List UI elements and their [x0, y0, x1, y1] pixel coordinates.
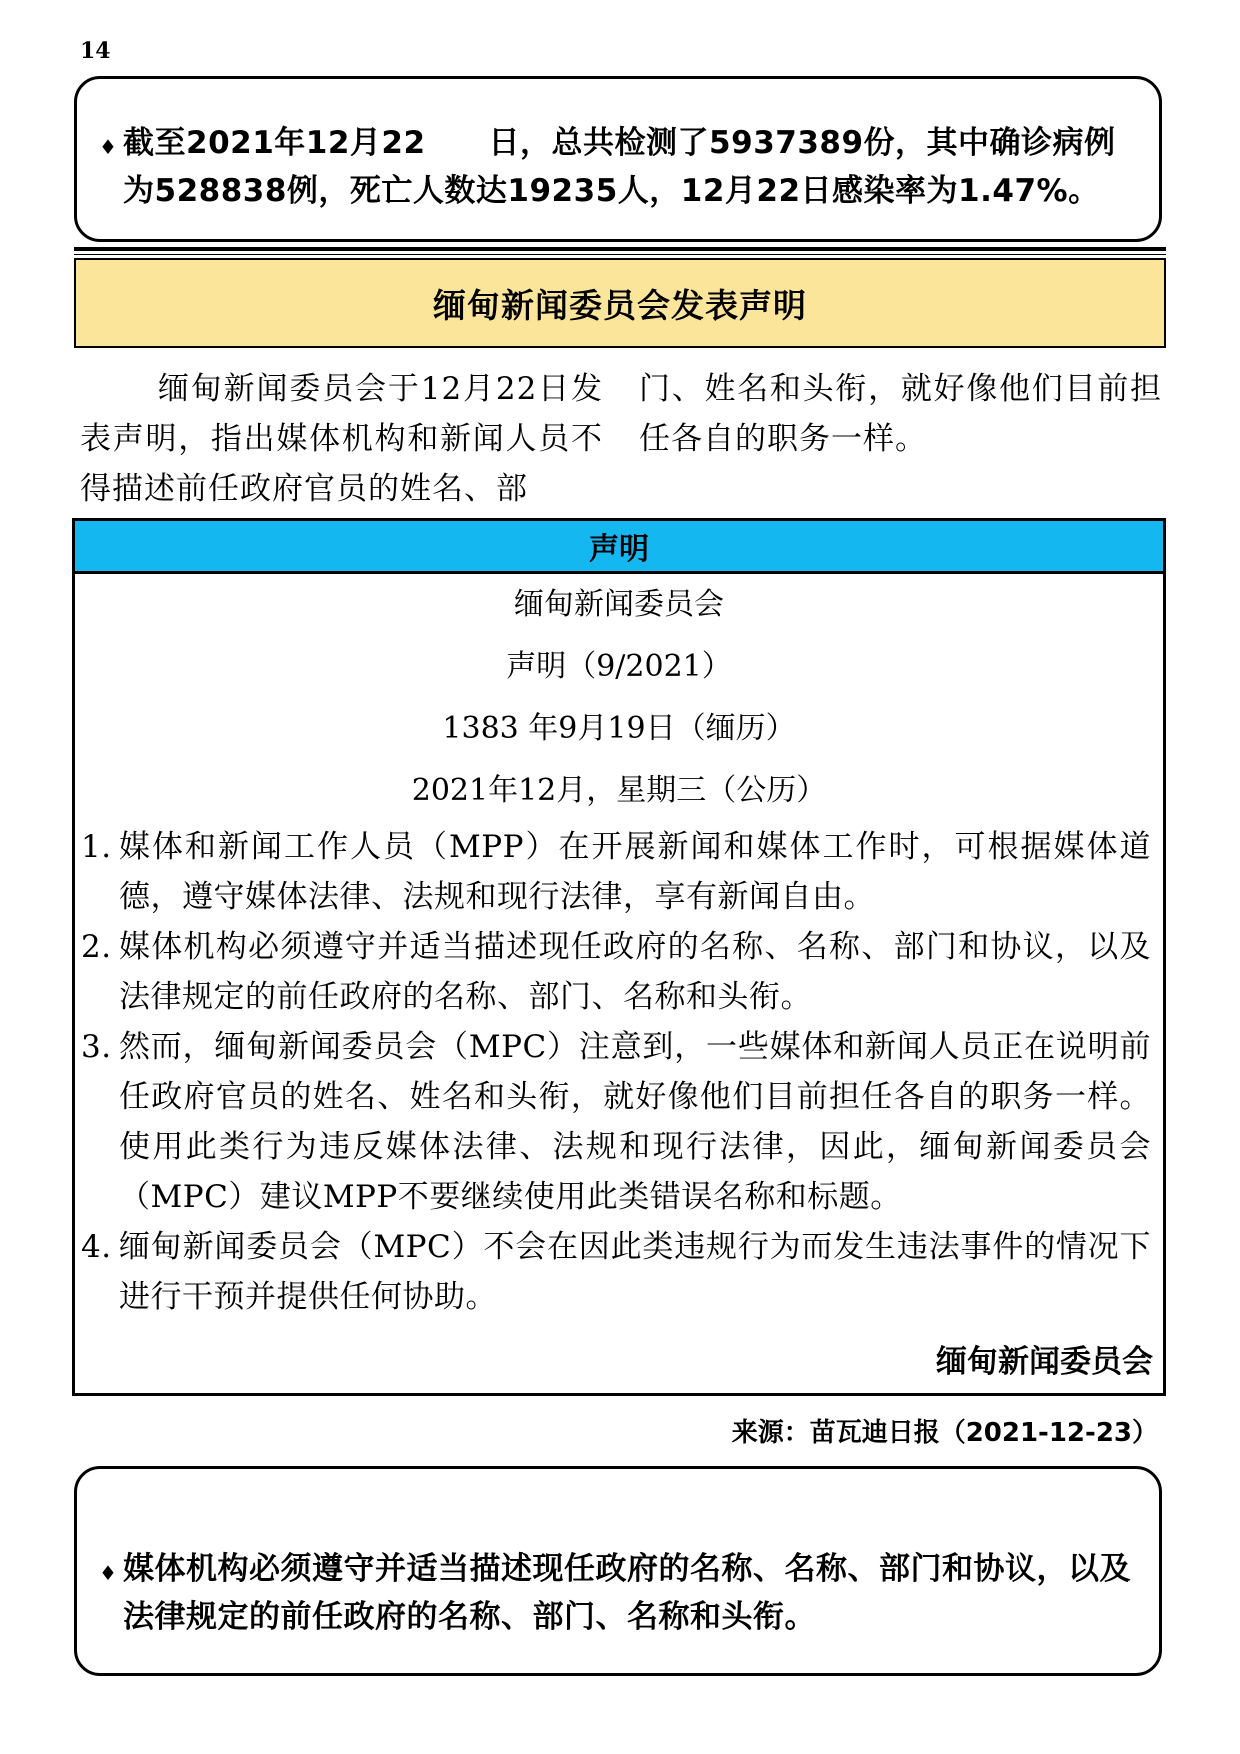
statement-box [72, 518, 1166, 1396]
section-divider-thin [74, 254, 1166, 255]
article-column-right: 门、姓名和头衔，就好像他们目前担任各自的职务一样。 [639, 371, 1162, 457]
item-number: 4. [81, 1229, 112, 1265]
key-point-highlight-box [74, 1466, 1162, 1676]
item-text: 媒体和新闻工作人员（MPP）在开展新闻和媒体工作时，可根据媒体道德，遵守媒体法律、法规和现行法律，享有新闻自由。 [119, 829, 1151, 915]
statement-signature: 缅甸新闻委员会 [936, 1344, 1153, 1380]
article-column-left: 缅甸新闻委员会于12月22日发表声明，指出媒体机构和新闻人员不得描述前任政府官员的姓名、部 [80, 371, 603, 507]
diamond-bullet-icon: ♦ [99, 135, 117, 159]
item-number: 2. [81, 929, 112, 965]
statement-item [81, 1222, 1151, 1322]
item-number: 3. [81, 1029, 112, 1065]
item-text: 然而，缅甸新闻委员会（MPC）注意到，一些媒体和新闻人员正在说明前任政府官员的姓名、姓名和头衔，就好像他们目前担任各自的职务一样。使用此类行为违反媒体法律、法规和现行法律，因此，缅甸新闻委员会（MPC）建议MPP不要继续使用此类错误名称和标题。 [119, 1029, 1151, 1215]
summary-text: 截至2021年12月22 日，总共检测了5937389份，其中确诊病例为528838例，死亡人数达19235人，12月22日感染率为1.47%。 [123, 125, 1116, 209]
key-point-text: 媒体机构必须遵守并适当描述现任政府的名称、名称、部门和协议，以及法律规定的前任政府的名称、部门、名称和头衔。 [123, 1551, 1131, 1635]
source-citation: 来源：苗瓦迪日报（2021-12-23） [731, 1418, 1158, 1448]
page-number: 14 [80, 38, 111, 64]
item-number: 1. [81, 829, 112, 865]
article-body [80, 364, 1162, 514]
statement-date-myanmar: 1383 年9月19日（缅历） [442, 711, 796, 746]
statement-date-gregorian: 2021年12月，星期三（公历） [411, 773, 827, 808]
section-divider [74, 247, 1166, 251]
statement-item [81, 822, 1151, 922]
statement-number: 声明（9/2021） [506, 649, 732, 684]
article-headline: 缅甸新闻委员会发表声明 [74, 258, 1166, 348]
item-text: 缅甸新闻委员会（MPC）不会在因此类违规行为而发生违法事件的情况下进行干预并提供任何协助。 [119, 1229, 1151, 1315]
statement-item [81, 922, 1151, 1022]
statement-items [75, 822, 1163, 1322]
diamond-bullet-icon: ♦ [99, 1561, 117, 1585]
statement-org: 缅甸新闻委员会 [514, 587, 724, 622]
summary-highlight-box [74, 76, 1162, 242]
item-text: 媒体机构必须遵守并适当描述现任政府的名称、名称、部门和协议，以及法律规定的前任政府的名称、部门、名称和头衔。 [119, 929, 1151, 1015]
statement-header: 声明 [75, 521, 1163, 574]
statement-item [81, 1022, 1151, 1222]
